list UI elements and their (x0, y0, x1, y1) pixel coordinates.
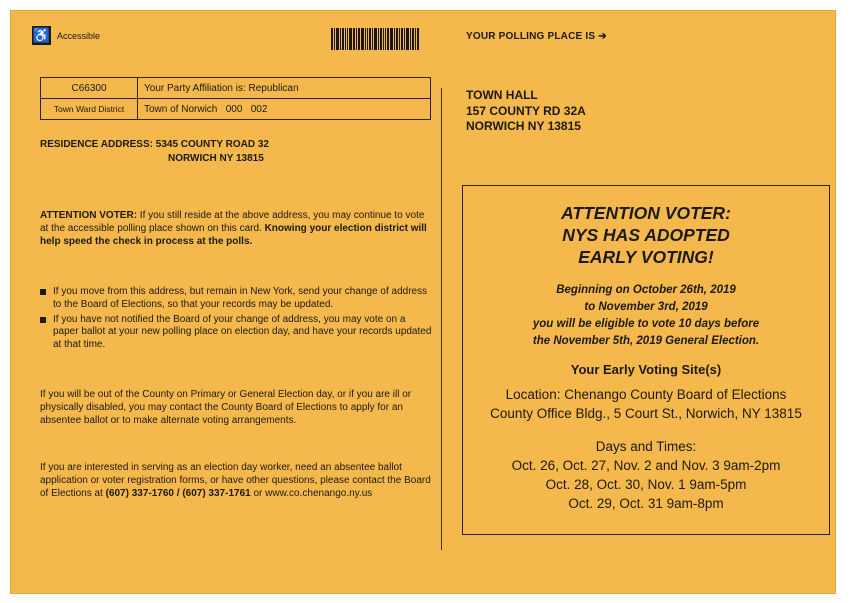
polling-place-line1: TOWN HALL (466, 88, 538, 102)
dates-line: to November 3rd, 2019 (584, 301, 708, 313)
polling-place-line2: 157 COUNTY RD 32A (466, 103, 586, 118)
district-value: Town of Norwich 000 002 (138, 99, 431, 120)
polling-place-heading: YOUR POLLING PLACE IS ➔ (466, 31, 607, 42)
early-voting-title-line1: ATTENTION VOTER: (561, 203, 731, 223)
party-affiliation: Your Party Affiliation is: Republican (138, 78, 431, 99)
attention-paragraph (40, 210, 432, 248)
bullet-text: If you move from this address, but remain in New York, send your change of address to the Board of Elections, so that your records may be updated. (53, 286, 428, 310)
worker-paragraph (40, 462, 432, 500)
wheelchair-icon: ♿ (32, 27, 51, 43)
early-voting-dates (463, 282, 829, 350)
days-heading: Days and Times: (595, 439, 697, 454)
divider (441, 88, 442, 550)
dates-line: you will be eligible to vote 10 days before (532, 318, 760, 330)
bullet-list (40, 286, 432, 354)
schedule-line: Oct. 26, Oct. 27, Nov. 2 and Nov. 3 9am-2pm (511, 458, 781, 473)
location-line1: Location: Chenango County Board of Elections (505, 387, 787, 402)
polling-place-line3: NORWICH NY 13815 (466, 119, 581, 133)
residence-line2: NORWICH NY 13815 (168, 153, 264, 164)
residence-line1: RESIDENCE ADDRESS: 5345 COUNTY ROAD 32 (40, 139, 269, 150)
early-voting-title-line2: NYS HAS ADOPTED (562, 225, 730, 245)
residence-address (40, 138, 269, 166)
location-line2: County Office Bldg., 5 Court St., Norwich, NY 13815 (490, 406, 802, 421)
dates-line: Beginning on October 26th, 2019 (556, 284, 736, 296)
early-voting-title (463, 202, 829, 268)
bullet-square-icon (40, 317, 46, 323)
table-row (41, 99, 431, 120)
absentee-paragraph: If you will be out of the County on Primary or General Election day, or if you are ill or physically disabled, you may contact the County Board of Elections to apply for an absentee ballot or to make alternate voting arrangements. (40, 389, 412, 426)
barcode (331, 28, 427, 50)
attention-text: If you still reside at the above address, you may continue to vote at the accessible polling place shown on this card. (40, 210, 425, 234)
early-voting-site-heading: Your Early Voting Site(s) (570, 362, 722, 377)
voter-id: C66300 (41, 78, 138, 99)
early-voting-title-line3: EARLY VOTING! (578, 247, 714, 267)
list-item (40, 314, 432, 352)
early-voting-box (462, 185, 830, 535)
schedule-line: Oct. 29, Oct. 31 9am-8pm (568, 496, 724, 511)
list-item (40, 286, 432, 312)
party-table (40, 77, 431, 120)
website: or www.co.chenango.ny.us (250, 487, 373, 499)
schedule-line: Oct. 28, Oct. 30, Nov. 1 9am-5pm (545, 477, 747, 492)
bullet-text: If you have not notified the Board of your change of address, you may vote on a paper ballot at your new polling place on election day, and have your records updated at that time. (53, 313, 432, 351)
attention-label: ATTENTION VOTER: (40, 210, 138, 221)
table-row (41, 78, 431, 99)
attention-bold-text: Knowing your election district will help speed the check in process at the polls. (40, 222, 427, 247)
polling-place-address (466, 88, 586, 135)
early-voting-location (463, 385, 829, 423)
dates-line: the November 5th, 2019 General Election. (532, 335, 760, 347)
bullet-square-icon (40, 289, 46, 295)
phone-numbers: (607) 337-1760 / (607) 337-1761 (105, 487, 251, 499)
worker-text: If you are interested in serving as an election day worker, need an absentee ballot application or voter registration forms, or have other questions, please contact the Board of Elections at (40, 462, 431, 499)
early-voting-schedule (463, 437, 829, 513)
district-label: Town Ward District (41, 99, 138, 120)
accessible-indicator (32, 26, 100, 45)
accessible-label: Accessible (57, 30, 101, 41)
